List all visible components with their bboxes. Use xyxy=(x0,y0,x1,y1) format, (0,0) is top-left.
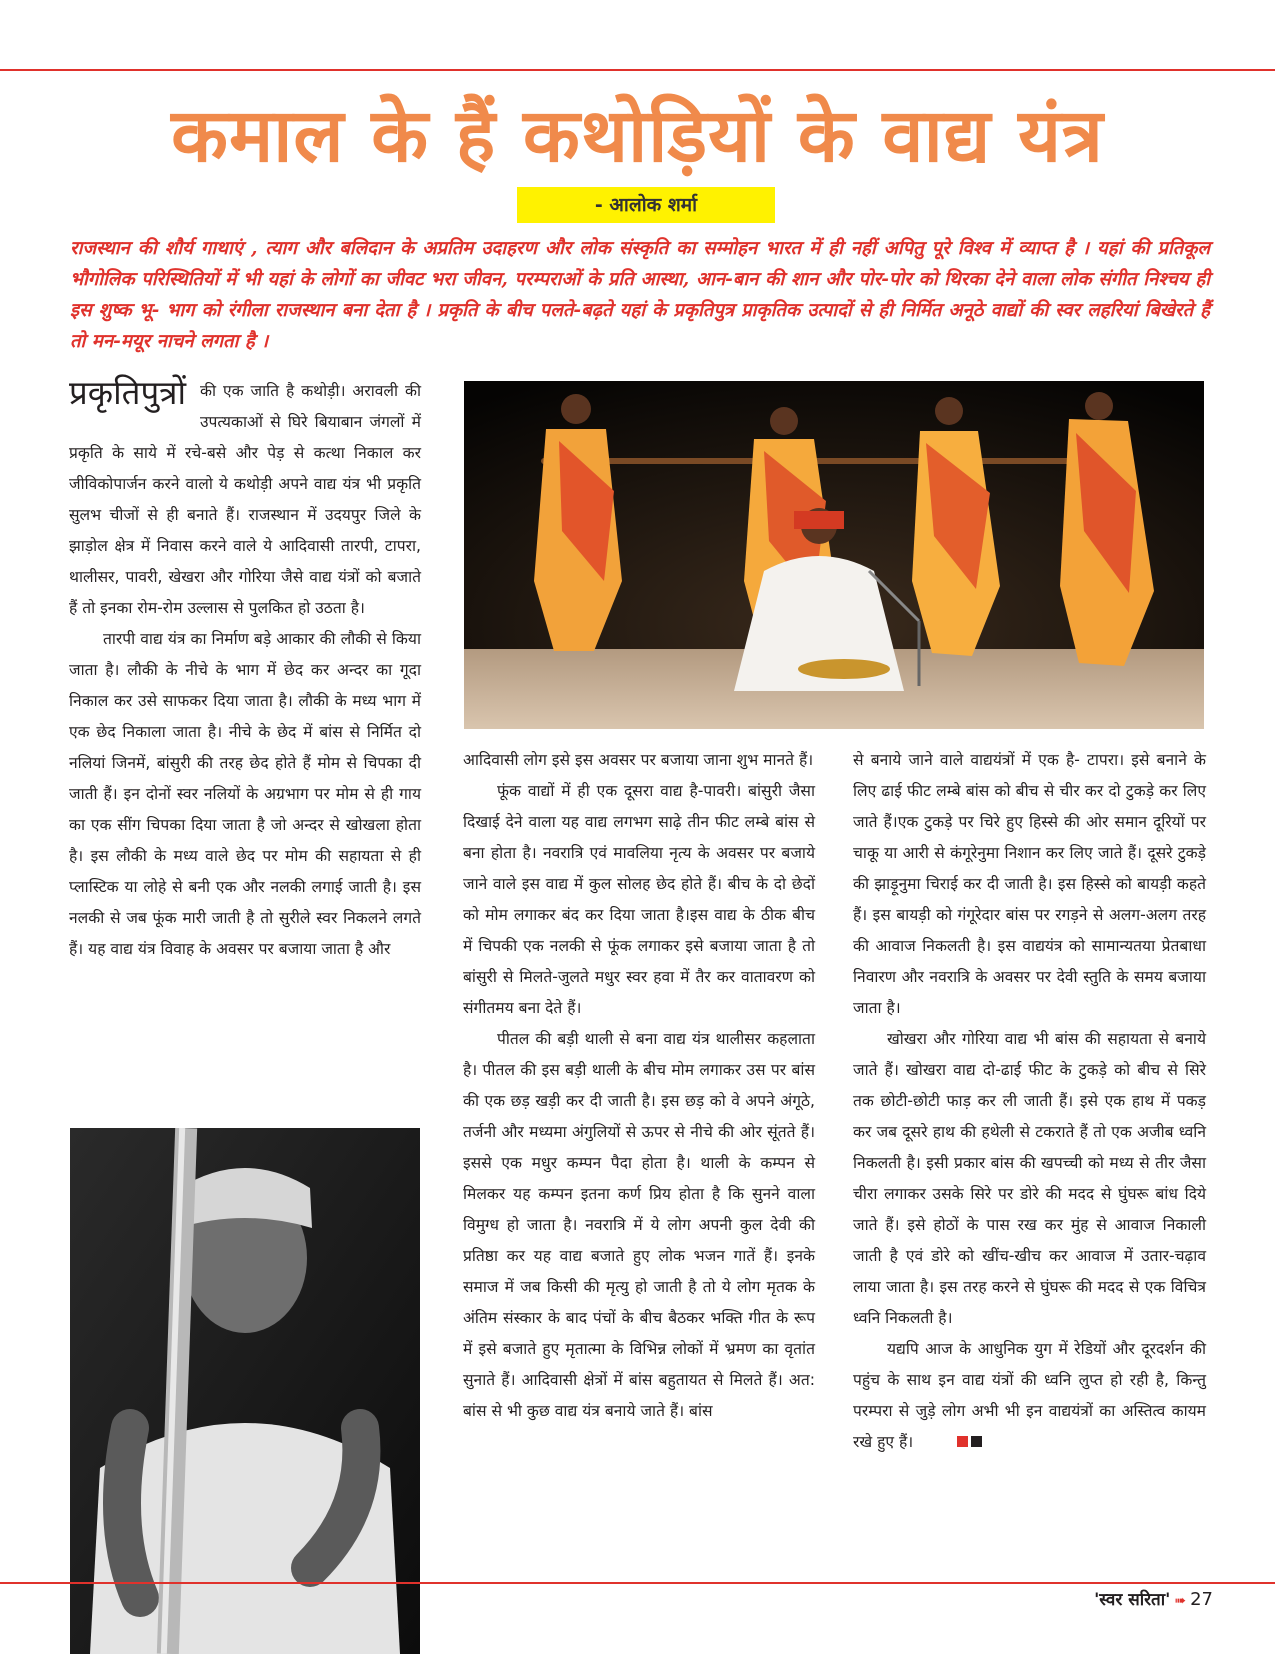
dance-performance-photo xyxy=(464,381,1204,729)
arrow-right-icon: ➠ xyxy=(1174,1593,1187,1609)
paragraph: फूंक वाद्यों में ही एक दूसरा वाद्य है-पावरी। बांसुरी जैसा दिखाई देने वाला यह वाद्य लगभग साढ़े तीन फीट लम्बे बांस से बना होता है। नवरात्रि एवं मावलिया नृत्य के अवसर पर बजाये जाने वाले इस वाद्य में कुल सोलह छेद होते हैं। बीच के दो छेदों को मोम लगाकर बंद कर दिया जाता है।इस वाद्य के ठीक बीच में चिपकी एक नलकी से फूंक लगाकर इसे बजाया जाता है तो बांसुरी से मिलते-जुलते मधुर स्वर हवा में तैर कर वातावरण को संगीतमय बना देते हैं। xyxy=(463,782,815,1017)
paragraph xyxy=(69,373,421,624)
column-2 xyxy=(463,745,815,1427)
paragraph: खोखरा और गोरिया वाद्य भी बांस की सहायता से बनाये जाते हैं। खोखरा वाद्य दो-ढाई फीट के टुकड़े को बीच से सिरे तक छोटी-छोटी फाड़ कर ली जाती हैं। इसे एक हाथ में पकड़ कर जब दूसरे हाथ की हथेली से टकराते हैं तो एक अजीब ध्वनि निकलती है। इसी प्रकार बांस की खपच्ची को मध्य से तीर जैसा चीरा लगाकर उसके सिरे पर डोरे की मदद से घुंघरू बांध दिये जाते हैं। इसे होठों के पास रख कर मुंह से आवाज निकाली जाती है एवं डोरे को खींच-खीच कर आवाज में उतार-चढ़ाव लाया जाता है। इस तरह करने से घुंघरू की मदद से एक विचित्र ध्वनि निकलती है। xyxy=(853,1030,1206,1327)
paragraph-text: यद्यपि आज के आधुनिक युग में रेडियों और दूरदर्शन की पहुंच के साथ इन वाद्य यंत्रों की ध्वनि लुप्त हो रही है, किन्तु परम्परा से जुड़े लोग अभी भी इन वाद्ययंत्रों का अस्तित्व कायम रखे हुए हैं। xyxy=(853,1340,1206,1451)
footer-rule xyxy=(0,1582,1275,1584)
intro-paragraph: राजस्थान की शौर्य गाथाएं , त्याग और बलिदान के अप्रतिम उदाहरण और लोक संस्कृति का सम्मोहन भारत में ही नहीं अपितु पूरे विश्व में व्याप्त है । यहां की प्रतिकूल भौगोलिक परिस्थितियों में भी यहां के लोगों का जीवट भरा जीवन, परम्पराओं के प्रति आस्था, आन-बान की शान और पोर-पोर को थिरका देने वाला लोक संगीत निश्चय ही इस शुष्क भू- भाग को रंगीला राजस्थान बना देता है । प्रकृति के बीच पलते-बढ़ते यहां के प्रकृतिपुत्र प्राकृतिक उत्पादों से ही निर्मित अनूठे वाद्यों की स्वर लहरियां बिखेरते हैं तो मन-मयूर नाचने लगता है । xyxy=(70,238,1210,352)
paragraph: से बनाये जाने वाले वाद्ययंत्रों में एक है- टापरा। इसे बनाने के लिए ढाई फीट लम्बे बांस को बीच से चीर कर दो टुकड़े कर लिए जाते हैं।एक टुकड़े पर चिरे हुए हिस्से की ओर समान दूरियों पर चाकू या आरी से कंगूरेनुमा निशान कर लिए जाते हैं। दूसरे टुकड़े की झाड़ूनुमा चिराई कर दी जाती है। इस हिस्से को बायड़ी कहते हैं। इस बायड़ी को गंगूरेदार बांस पर रगड़ने से अलग-अलग तरह की आवाज निकलती है। इस वाद्ययंत्र को सामान्यतया प्रेतबाधा निवारण और नवरात्रि के अवसर पर देवी स्तुति के समय बजाया जाता है। xyxy=(853,751,1206,1017)
paragraph: आदिवासी लोग इसे इस अवसर पर बजाया जाना शुभ मानते हैं। xyxy=(463,751,814,769)
paragraph xyxy=(853,1334,1206,1458)
author-byline: - आलोक शर्मा xyxy=(517,187,775,223)
lead-word: प्रकृतिपुत्रों xyxy=(69,373,186,412)
end-mark-icon xyxy=(923,1427,985,1458)
paragraph: तारपी वाद्य यंत्र का निर्माण बड़े आकार की लौकी से किया जाता है। लौकी के नीचे के भाग में छेद कर अन्दर का गूदा निकाल कर उसे साफकर दिया जाता है। लौकी के मध्य भाग में एक छेद निकाला जाता है। नीचे के छेद में बांस से निर्मित दो नलियां जिनमें, बांसुरी की तरह छेद होते हैं मोम से चिपका दी जाती हैं। इन दोनों स्वर नलियों के अग्रभाग पर मोम से ही गाय का एक सींग चिपका दिया जाता है जो अन्दर से खोखला होता है। इस लौकी के मध्य वाले छेद पर मोम की सहायता से ही प्लास्टिक या लोहे से बनी एक और नलकी लगाई जाती है। इस नलकी से जब फूंक मारी जाती है तो सुरीले स्वर निकलने लगते हैं। यह वाद्य यंत्र विवाह के अवसर पर बजाया जाता है और xyxy=(69,630,421,958)
page-number: 27 xyxy=(1190,1589,1213,1610)
article-title: कमाल के हैं कथोड़ियों के वाद्य यंत्र xyxy=(171,93,1104,179)
publication-name: 'स्वर सरिता' xyxy=(1094,1590,1171,1610)
page-footer xyxy=(1094,1585,1213,1616)
top-rule xyxy=(0,69,1275,71)
flute-player-photo xyxy=(70,1128,420,1654)
column-3 xyxy=(853,745,1206,1458)
column-1 xyxy=(69,373,421,965)
paragraph: पीतल की बड़ी थाली से बना वाद्य यंत्र थालीसर कहलाता है। पीतल की इस बड़ी थाली के बीच मोम लगाकर उस पर बांस की एक छड़ खड़ी कर दी जाती है। इस छड़ को वे अपने अंगूठे, तर्जनी और मध्यमा अंगुलियों से ऊपर से नीचे की ओर सूंतते हैं। इससे एक मधुर कम्पन पैदा होता है। थाली के कम्पन से मिलकर यह कम्पन इतना कर्ण प्रिय होता है कि सुनने वाला विमुग्ध हो जाता है। नवरात्रि में ये लोग अपनी कुल देवी की प्रतिष्ठा कर यह वाद्य बजाते हुए लोक भजन गातें हैं। इनके समाज में जब किसी की मृत्यु हो जाती है तो ये लोग मृतक के अंतिम संस्कार के बाद पंचों के बीच बैठकर भक्ति गीत के रूप में इसे बजाते हुए मृतात्मा के विभिन्न लोकों में भ्रमण का वृतांत सुनाते हैं। आदिवासी क्षेत्रों में बांस बहुतायत से मिलते हैं। अत: बांस से भी कुछ वाद्य यंत्र बनाये जाते हैं। बांस xyxy=(463,1030,815,1420)
paragraph-text: की एक जाति है कथोड़ी। अरावली की उपत्यकाओं से घिरे बियाबान जंगलों में प्रकृति के साये में रचे-बसे और पेड़ से कत्था निकाल कर जीविकोपार्जन करने वालो ये कथोड़ी अपने वाद्य यंत्र भी प्रकृति सुलभ चीजों से ही बनाते हैं। राजस्थान में उदयपुर जिले के झाड़ोल क्षेत्र में निवास करने वाले ये आदिवासी तारपी, टापरा, थालीसर, पावरी, खेखरा और गोरिया जैसे वाद्य यंत्रों को बजाते हैं तो इनका रोम-रोम उल्लास से पुलकित हो उठता है। xyxy=(69,382,421,617)
